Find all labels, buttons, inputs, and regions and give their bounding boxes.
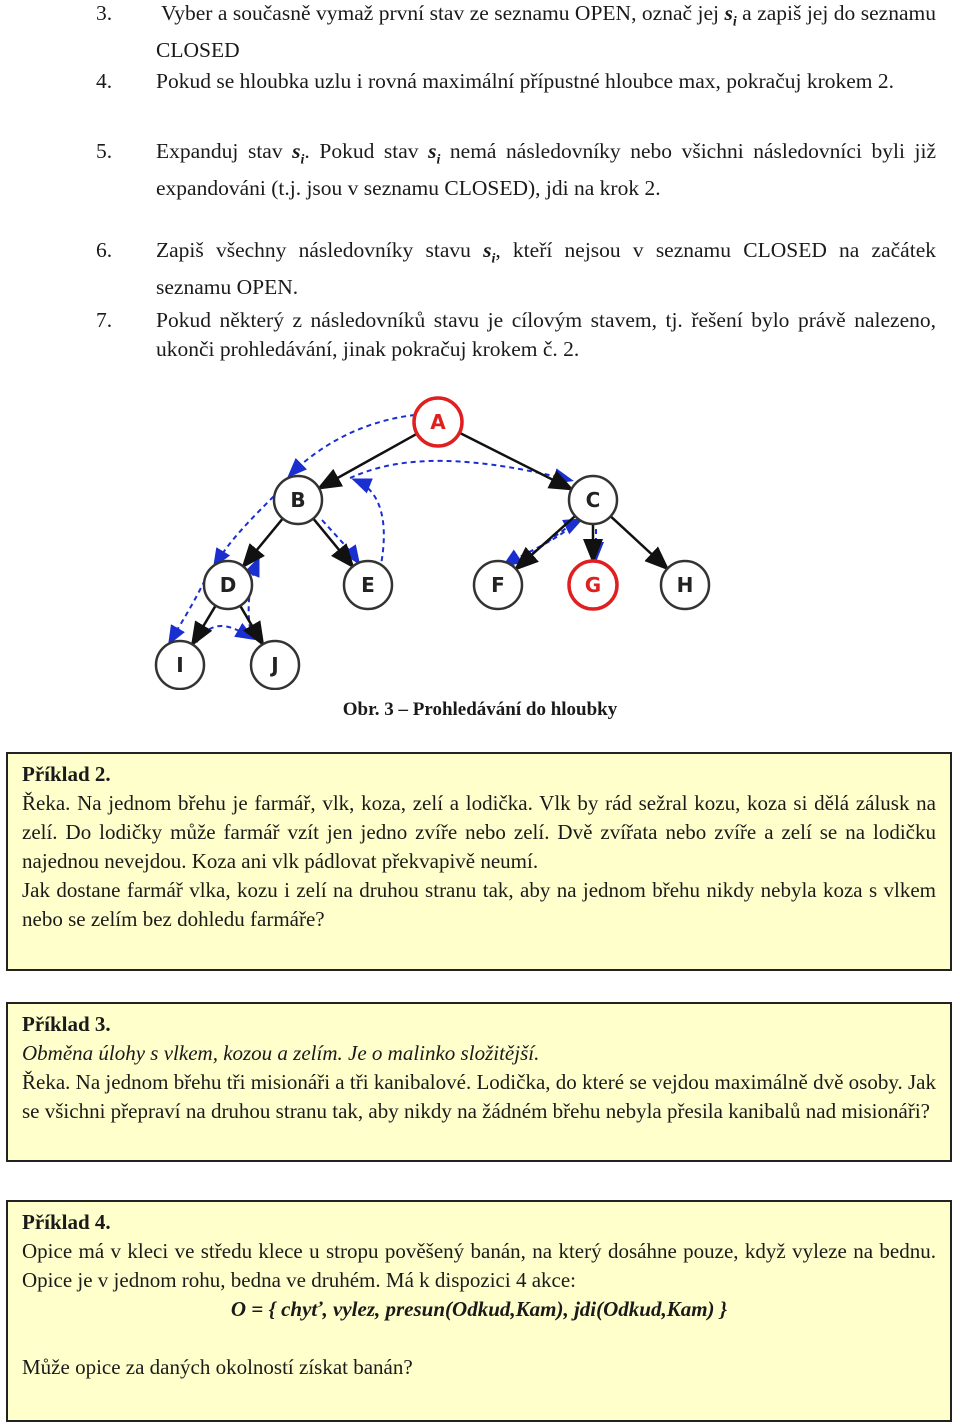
- step-7: [96, 306, 936, 364]
- tree-node-d: [204, 561, 252, 609]
- tree-nodes: [156, 398, 709, 689]
- step-text-end: , kteří nejsou v seznamu CLOSED na začátek seznamu OPEN.: [156, 238, 936, 300]
- tree-node-j: [251, 641, 299, 689]
- step-number: 7.: [96, 308, 113, 332]
- tree-node-f: [474, 561, 522, 609]
- state-var: $s_i$: [724, 1, 737, 30]
- node-label: B: [290, 488, 306, 512]
- tree-node-c: [569, 476, 617, 524]
- tree-node-a: [414, 398, 462, 446]
- step-text: Pokud některý z následovníků stavu je cílovým stavem, tj. řešení bylo právě nalezeno, ukonči prohledávání, jinak pokračuj krokem č. 2.: [156, 308, 936, 361]
- tree-edge-B-E: [313, 519, 351, 565]
- example-subtitle: Obměna úlohy s vlkem, kozou a zelím. Je o malinko složitější.: [22, 1041, 540, 1065]
- example-text: Opice má v kleci ve středu klece u stropu pověšený banán, na který dosáhne pouze, když vyleze na bednu. Opice je v jednom rohu, bedna ve druhém. Má k dispozici 4 akce:: [22, 1239, 936, 1292]
- step-6: [96, 236, 936, 302]
- tree-edges: [193, 433, 666, 643]
- example-2-box: [6, 752, 952, 971]
- tree-node-i: [156, 641, 204, 689]
- node-label: J: [271, 653, 279, 677]
- step-text: Zapiš všechny následovníky stavu: [156, 238, 484, 262]
- tree-node-h: [661, 561, 709, 609]
- node-label: F: [491, 573, 505, 597]
- traversal-arrow-6: [322, 520, 358, 562]
- node-label: E: [361, 573, 375, 597]
- example-title: Příklad 2.: [22, 762, 111, 786]
- step-text: Vyber a současně vymaž první stav ze seznamu OPEN, označ jej: [161, 1, 725, 25]
- node-label: H: [676, 573, 694, 597]
- step-text-mid: . Pokud stav: [304, 139, 429, 163]
- node-label: I: [176, 653, 184, 677]
- action-formula: O = { chyť, vylez, presun(Odkud,Kam), jdi(Odkud,Kam) }: [230, 1297, 728, 1321]
- tree-edge-C-F: [517, 516, 575, 568]
- step-5: [96, 137, 936, 203]
- example-question: Může opice za daných okolností získat banán?: [22, 1355, 413, 1379]
- tree-edge-A-C: [459, 433, 569, 489]
- node-label: A: [430, 410, 446, 434]
- tree-edge-B-D: [245, 519, 283, 565]
- traversal-arrow-7: [355, 480, 384, 570]
- example-question: Jak dostane farmář vlka, kozu i zelí na druhou stranu tak, aby na jednom břehu nikdy nebyla koza s vlkem nebo se zelím bez dohledu farmáře?: [22, 878, 936, 931]
- example-text: Řeka. Na jednom břehu tři misionáři a tři kanibalové. Lodička, do které se vejdou maximálně dvě osoby. Jak se všichni přepraví na druhou stranu tak, aby nikdy na žádném břehu nebyla přesila kanibalů nad misionáři?: [22, 1070, 936, 1123]
- traversal-arrow-2: [215, 490, 280, 565]
- step-number: 3.: [96, 1, 113, 25]
- step-text: Expanduj stav: [156, 139, 293, 163]
- step-number: 6.: [96, 238, 113, 262]
- node-label: C: [585, 488, 601, 512]
- state-var: $s_i$: [483, 238, 496, 267]
- example-text: Řeka. Na jednom břehu je farmář, vlk, koza, zelí a lodička. Vlk by rád sežral kozu, koza si dělá zálusk na zelí. Do lodičky může farmář vzít jen jedno zvíře nebo zelí. Dvě zvířata nebo zvíře a zelí se na lodičku najednou nevejdou. Koza ani vlk pádlovat překvapivě neumí.: [22, 791, 936, 873]
- example-4-box: [6, 1200, 952, 1422]
- tree-edge-D-I: [193, 606, 215, 643]
- state-var: $s_i$: [292, 139, 305, 168]
- tree-node-e: [344, 561, 392, 609]
- example-title: Příklad 4.: [22, 1210, 111, 1234]
- dfs-tree-diagram: [140, 380, 780, 690]
- tree-edge-C-H: [611, 516, 666, 567]
- step-number: 4.: [96, 69, 113, 93]
- tree-node-b: [274, 476, 322, 524]
- step-3: [96, 0, 936, 65]
- step-text: Pokud se hloubka uzlu i rovná maximální přípustné hloubce max, pokračuj krokem 2.: [156, 69, 895, 93]
- step-text-end: nemá následovníky nebo všichni následovníci byli již expandováni (t.j. jsou v seznamu CLOSED), jdi na krok 2.: [156, 139, 936, 201]
- example-3-box: [6, 1002, 952, 1162]
- search-path-arrows: [170, 415, 596, 650]
- step-text-end: a zapiš jej do seznamu CLOSED: [156, 1, 936, 63]
- state-var: $s_i$: [428, 139, 441, 168]
- step-4: [96, 67, 936, 96]
- node-label: G: [584, 573, 602, 597]
- node-label: D: [219, 573, 237, 597]
- figure-caption: Obr. 3 – Prohledávání do hloubky: [342, 699, 618, 720]
- traversal-arrow-9: [505, 520, 578, 565]
- tree-node-g: [569, 561, 617, 609]
- step-number: 5.: [96, 139, 113, 163]
- example-title: Příklad 3.: [22, 1012, 111, 1036]
